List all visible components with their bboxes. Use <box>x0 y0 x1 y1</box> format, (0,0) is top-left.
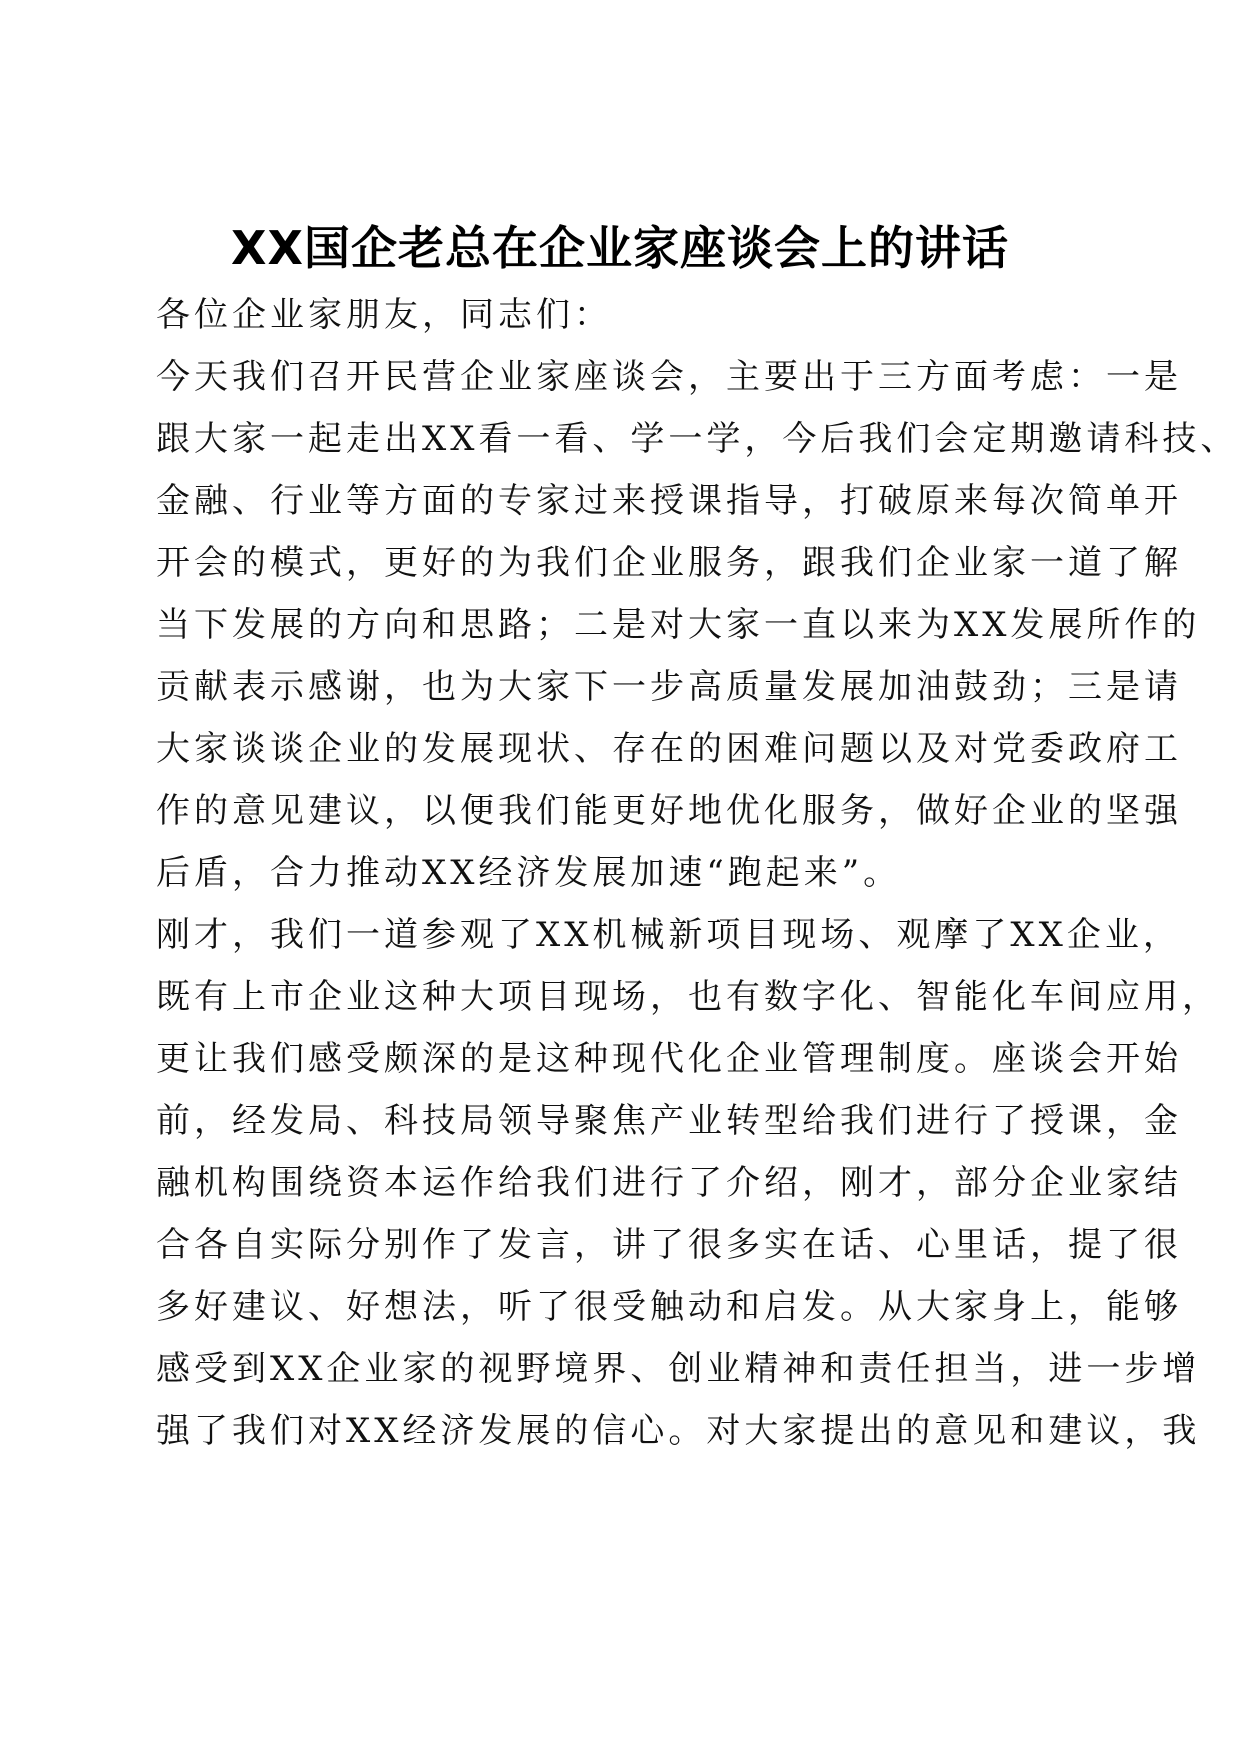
text-line: 感受到XX企业家的视野境界、创业精神和责任担当，进一步增 <box>156 1349 1201 1389</box>
text-line: 开会的模式，更好的为我们企业服务，跟我们企业家一道了解 <box>156 543 1182 583</box>
text-line: 大家谈谈企业的发展现状、存在的困难问题以及对党委政府工 <box>156 729 1182 769</box>
text-line: 刚才，我们一道参观了XX机械新项目现场、观摩了XX企业， <box>156 915 1181 955</box>
text-line: 更让我们感受颇深的是这种现代化企业管理制度。座谈会开始 <box>156 1039 1182 1079</box>
text-line-greeting: 各位企业家朋友，同志们： <box>156 295 612 335</box>
text-line: 作的意见建议，以便我们能更好地优化服务，做好企业的坚强 <box>156 791 1182 831</box>
text-line: 金融、行业等方面的专家过来授课指导，打破原来每次简单开 <box>156 481 1182 521</box>
text-line: 贡献表示感谢，也为大家下一步高质量发展加油鼓劲；三是请 <box>156 667 1182 707</box>
text-line: 合各自实际分别作了发言，讲了很多实在话、心里话，提了很 <box>156 1225 1182 1265</box>
text-line: 后盾，合力推动XX经济发展加速“跑起来”。 <box>156 853 902 893</box>
text-line: 今天我们召开民营企业家座谈会，主要出于三方面考虑：一是 <box>156 357 1182 397</box>
text-line: 既有上市企业这种大项目现场，也有数字化、智能化车间应用， <box>156 977 1220 1017</box>
text-line: 跟大家一起走出XX看一看、学一学，今后我们会定期邀请科技、 <box>156 419 1239 459</box>
document-title: XX国企老总在企业家座谈会上的讲话 <box>231 221 1009 275</box>
text-line: 强了我们对XX经济发展的信心。对大家提出的意见和建议，我 <box>156 1411 1201 1451</box>
text-line: 多好建议、好想法，听了很受触动和启发。从大家身上，能够 <box>156 1287 1182 1327</box>
text-line: 融机构围绕资本运作给我们进行了介绍，刚才，部分企业家结 <box>156 1163 1182 1203</box>
text-line: 前，经发局、科技局领导聚焦产业转型给我们进行了授课，金 <box>156 1101 1182 1141</box>
text-line: 当下发展的方向和思路；二是对大家一直以来为XX发展所作的 <box>156 605 1201 645</box>
